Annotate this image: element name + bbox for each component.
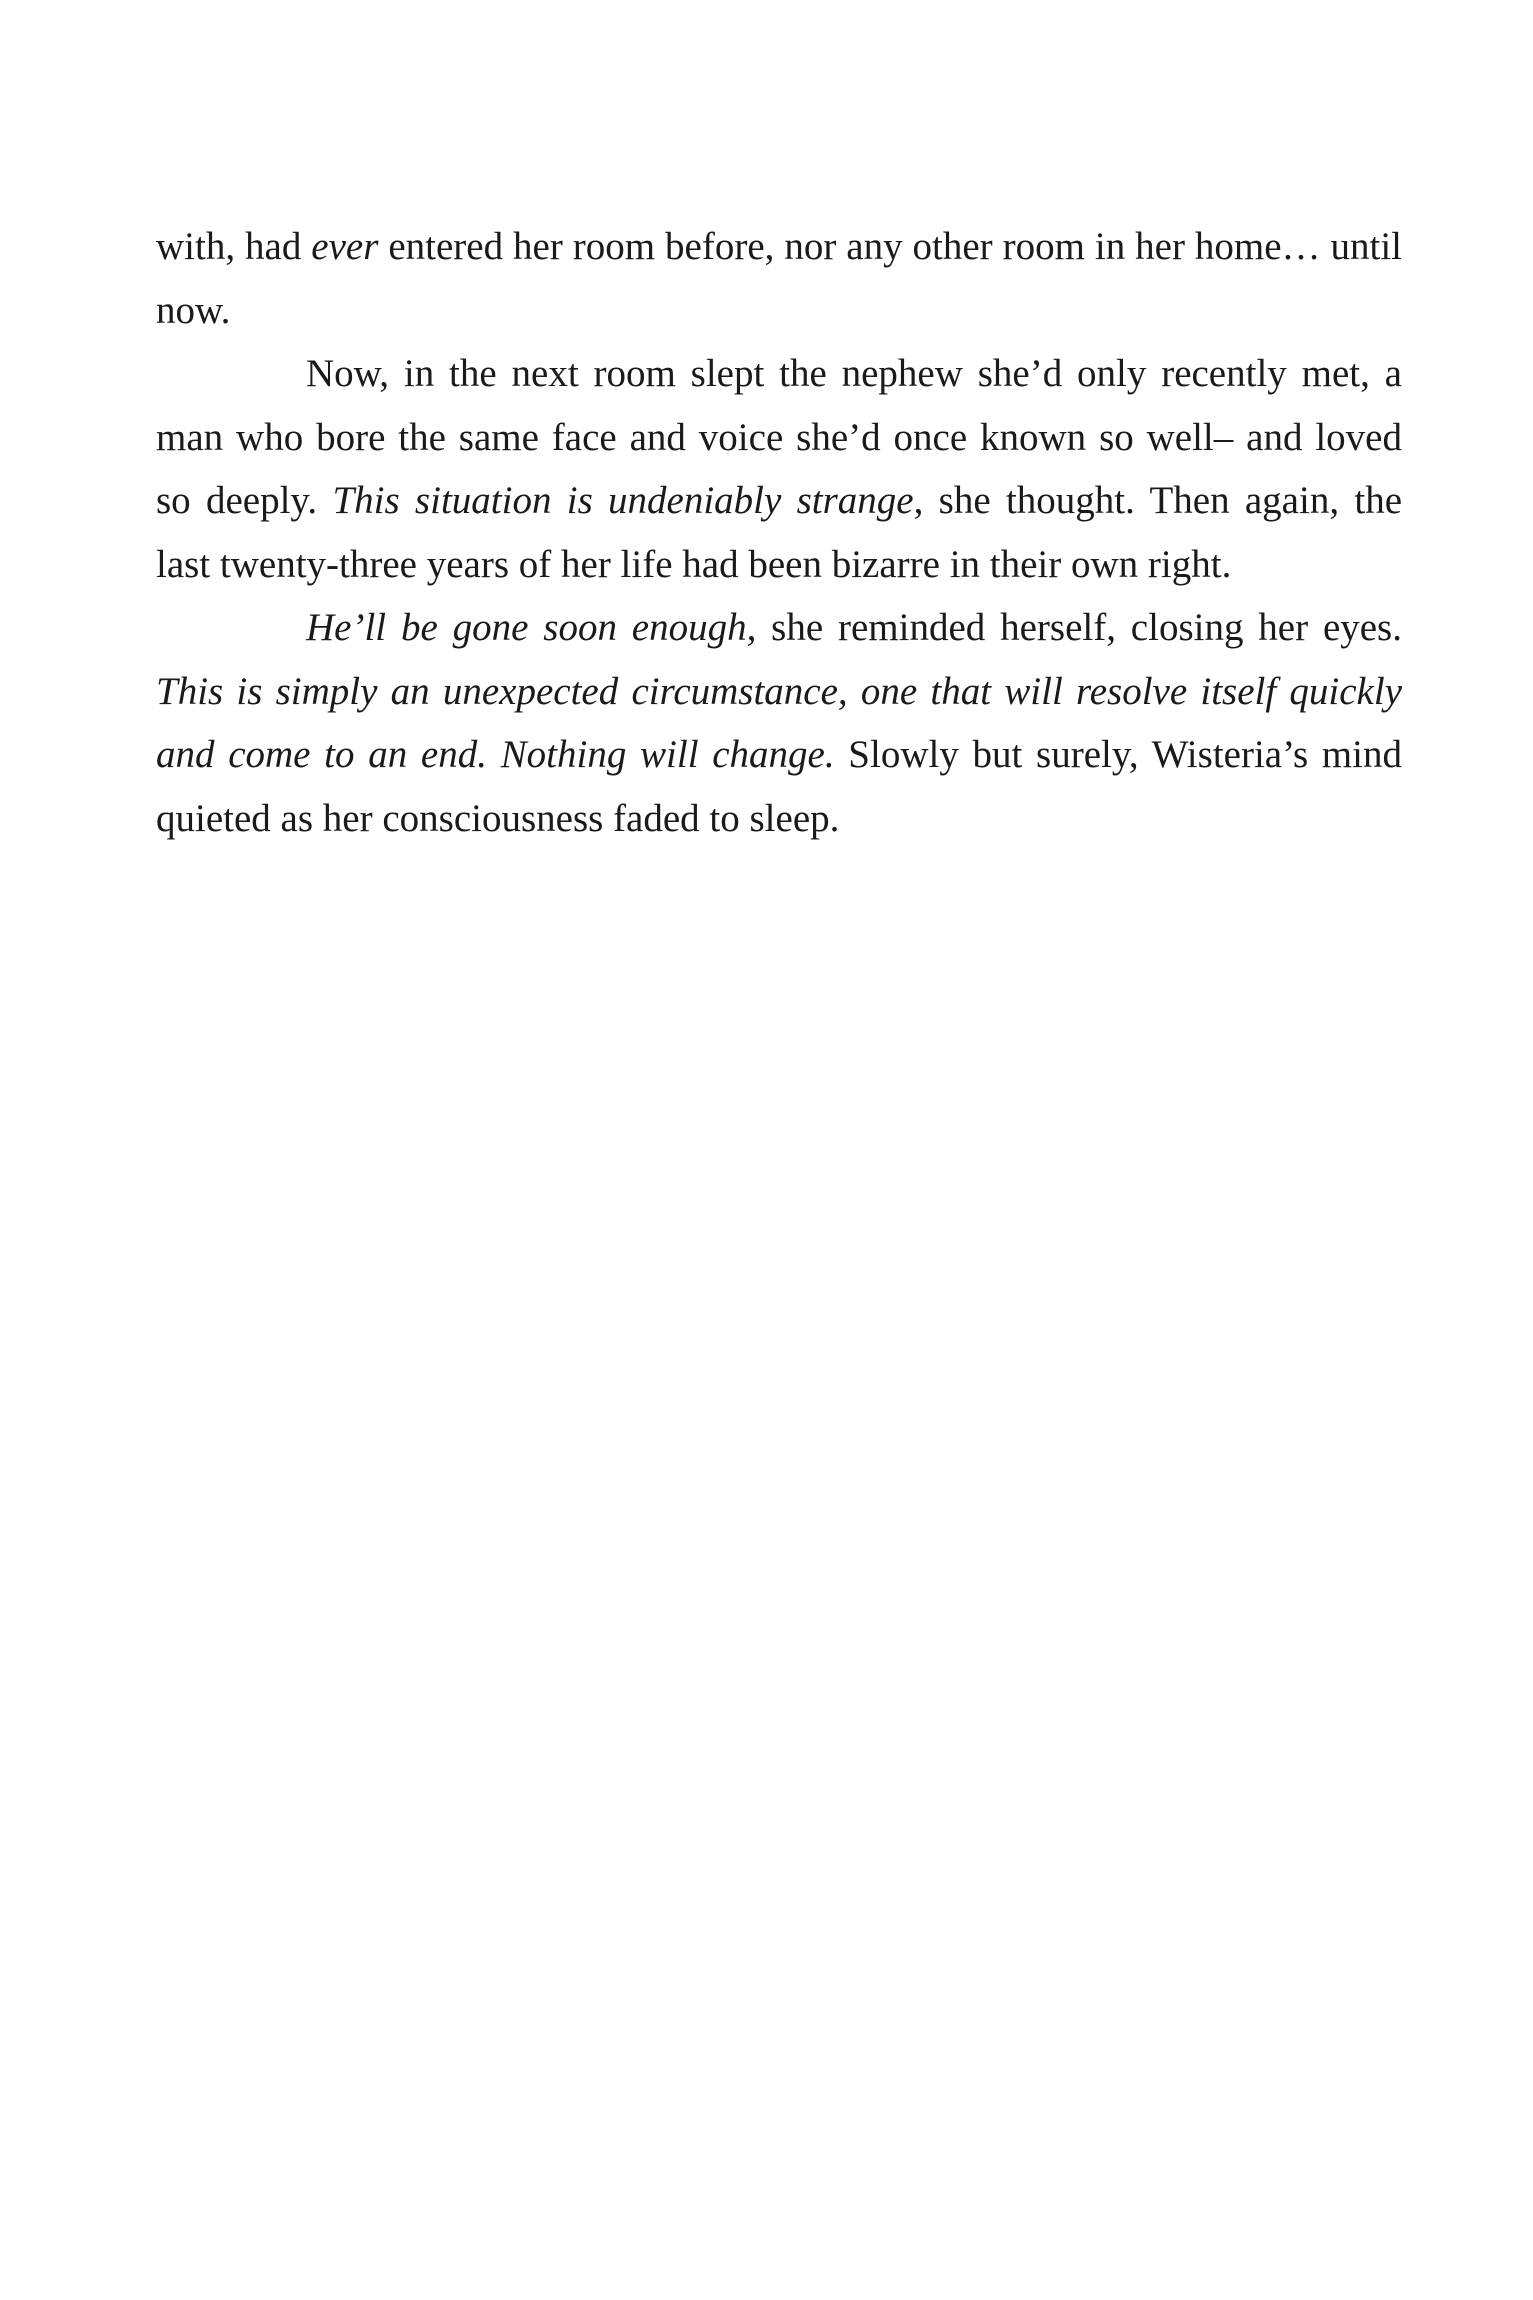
italic-text-run: This is simply an unexpected circumstance, one that will resolve itself quickly and come to an end. Nothing will change. bbox=[156, 669, 1402, 776]
text-run: , she thought. Then again, the last twenty-three years of her life had been bizarre in their own right. bbox=[156, 479, 1403, 586]
paragraph bbox=[156, 342, 1402, 596]
italic-text-run: This situation is undeniably strange bbox=[332, 479, 914, 522]
text-run: Slowly but surely, Wisteria’s mind quieted as her consciousness faded to sleep. bbox=[156, 733, 1402, 840]
text-run: Now, in the next room slept the nephew she’d only recently met, a man who bore the same face and voice she’d once known so well– and loved so deeply. bbox=[156, 352, 1402, 522]
paragraph bbox=[156, 596, 1402, 850]
text-run: she reminded herself, closing her eyes. bbox=[756, 606, 1402, 649]
italic-text-run: He’ll be gone soon enough, bbox=[306, 606, 757, 649]
italic-text-run: ever bbox=[311, 225, 379, 268]
text-run: with, had bbox=[156, 225, 312, 268]
paragraph-continuation bbox=[156, 215, 1402, 342]
text-run: entered her room before, nor any other room in her home… until now. bbox=[156, 225, 1402, 332]
body-text bbox=[156, 215, 1402, 850]
